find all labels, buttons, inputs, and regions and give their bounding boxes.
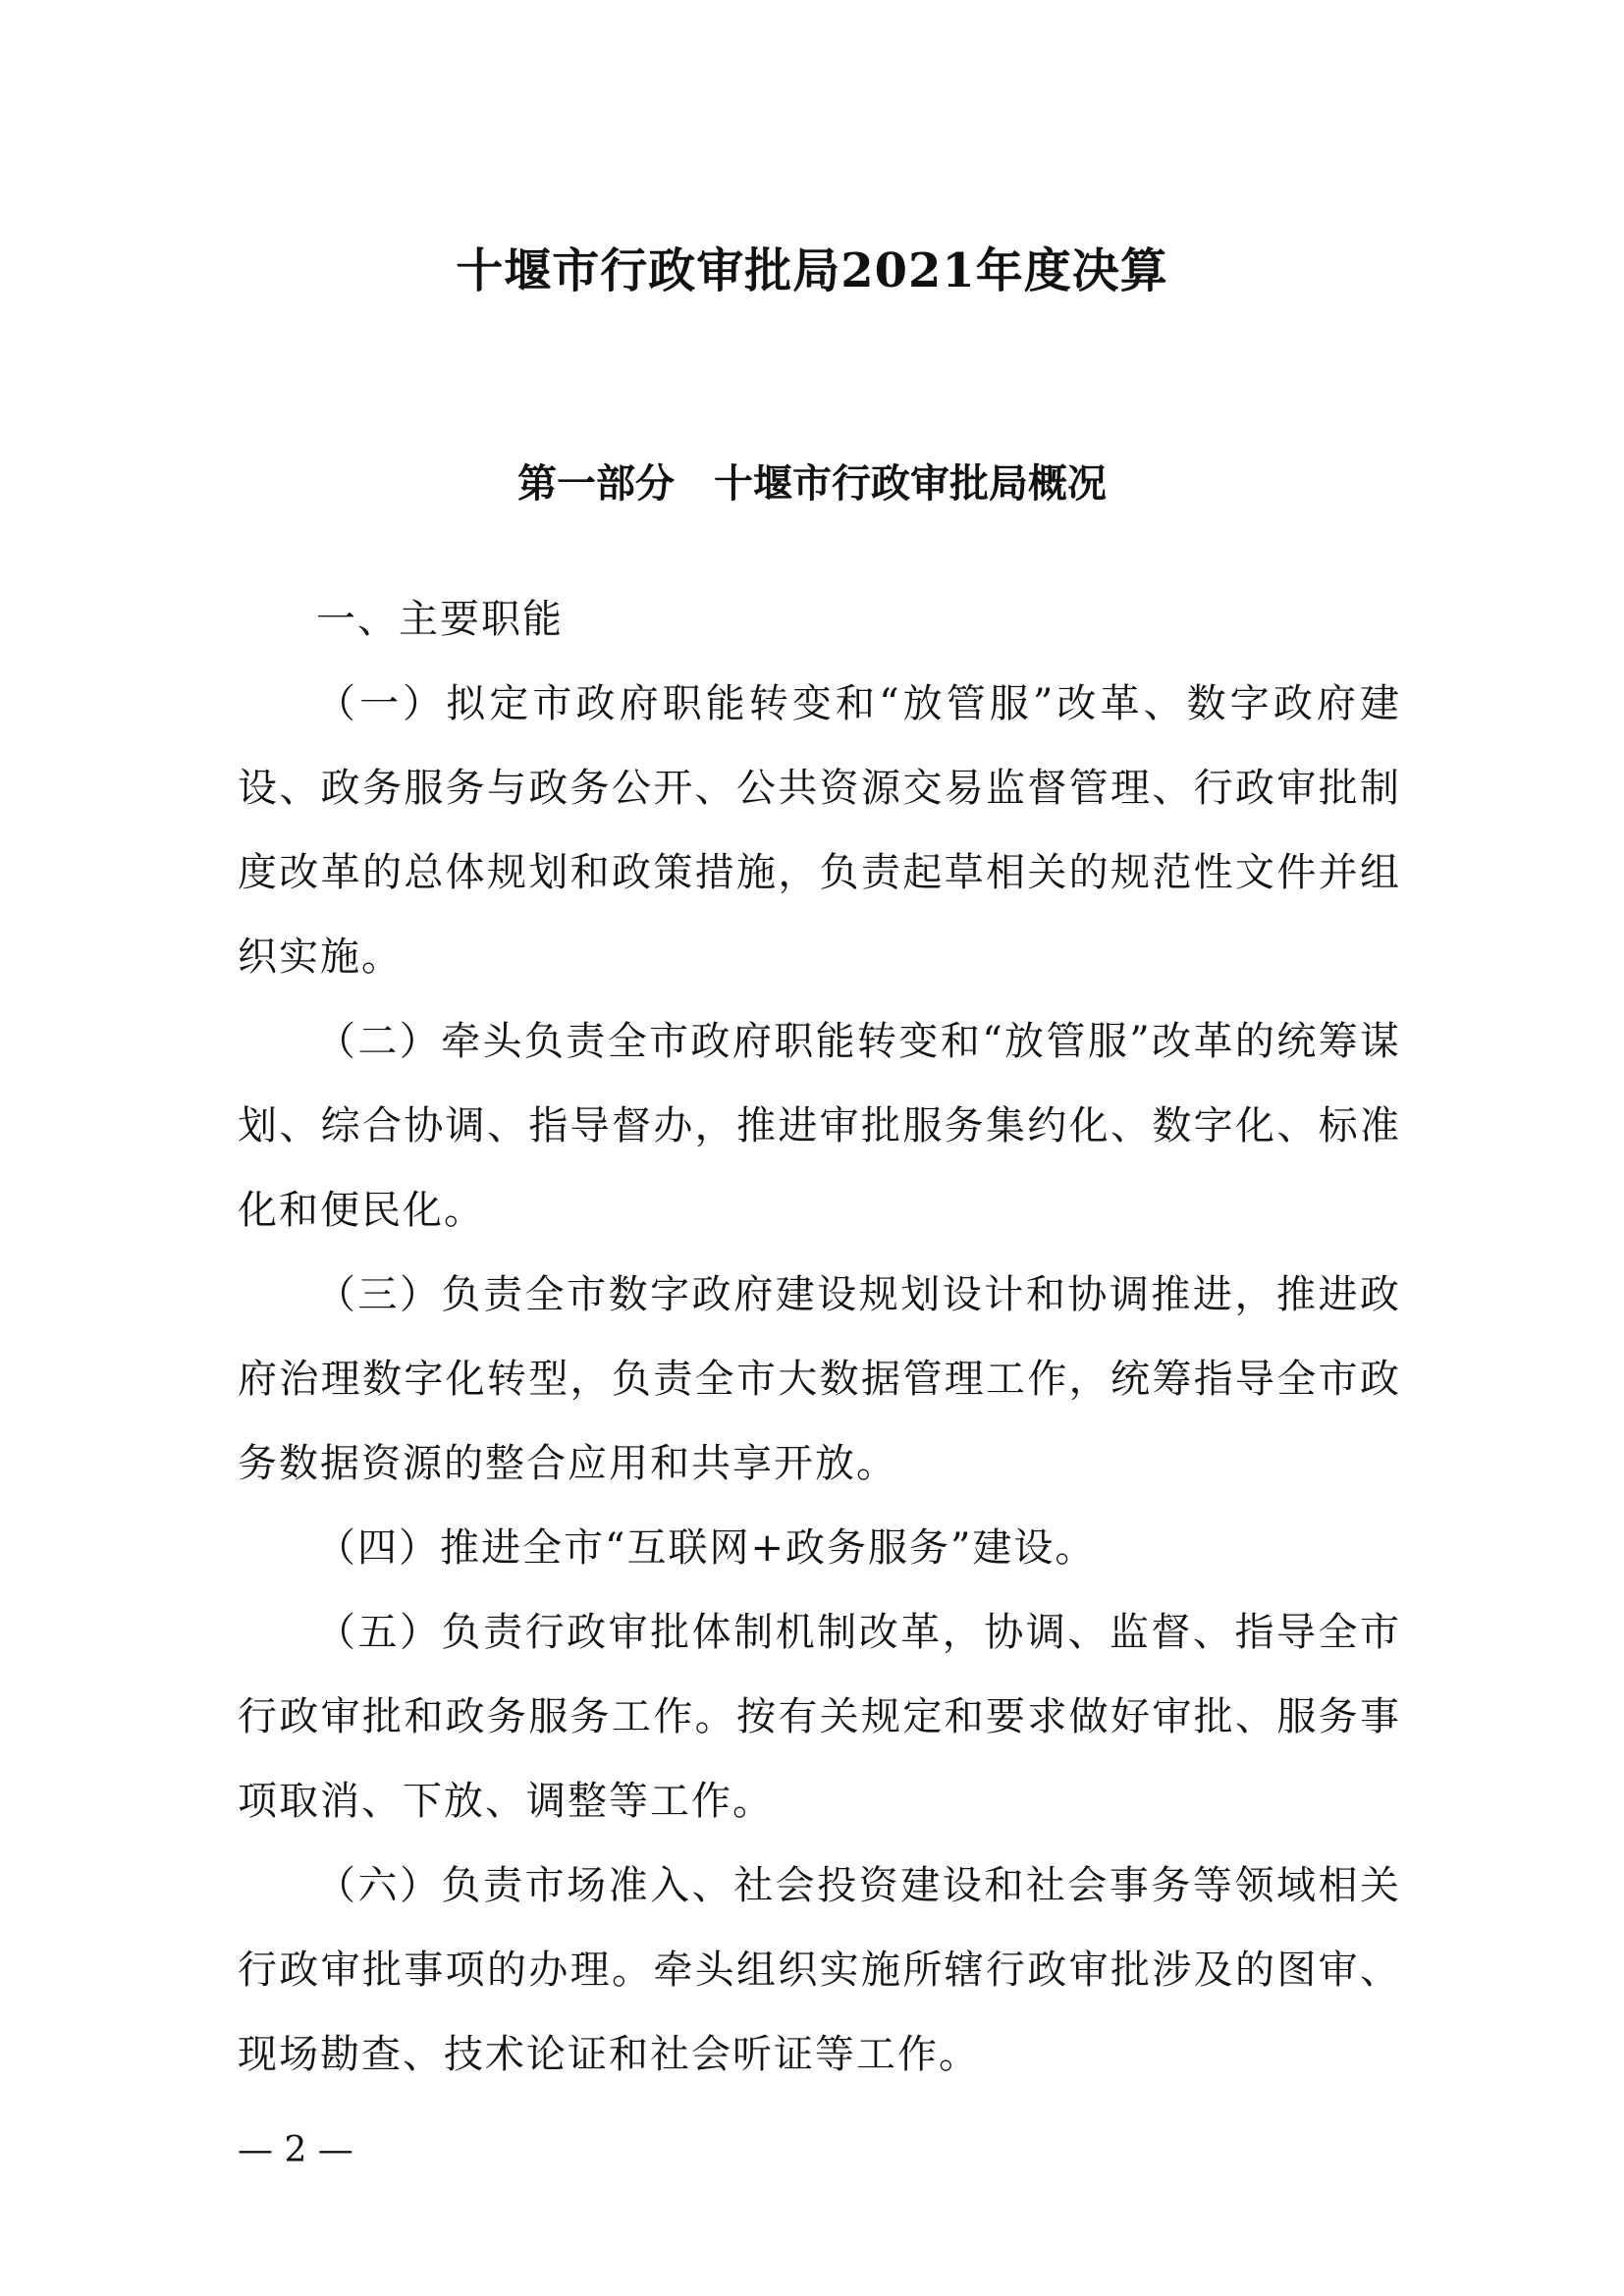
paragraph-2: （二）牵头负责全市政府职能转变和“放管服”改革的统筹谋划、综合协调、指导督办，推进审批服务集约化、数字化、标准化和便民化。 <box>238 1019 1401 1233</box>
paragraph-3: （三）负责全市数字政府建设规划设计和协调推进，推进政府治理数字化转型，负责全市大数据管理工作，统筹指导全市政务数据资源的整合应用和共享开放。 <box>238 1272 1401 1486</box>
document-title: 十堰市行政审批局2021年度决算 <box>456 243 1168 298</box>
paragraph-4: （四）推进全市“互联网+政务服务”建设。 <box>316 1525 1097 1571</box>
paragraph-1: （一）拟定市政府职能转变和“放管服”改革、数字政府建设、政务服务与政务公开、公共资源交易监督管理、行政审批制度改革的总体规划和政策措施，负责起草相关的规范性文件并组织实施。 <box>238 681 1401 980</box>
section-heading: 第一部分 十堰市行政审批局概况 <box>517 460 1107 507</box>
paragraph-5: （五）负责行政审批体制机制改革，协调、监督、指导全市行政审批和政务服务工作。按有关规定和要求做好审批、服务事项取消、下放、调整等工作。 <box>238 1610 1401 1824</box>
page-number: — 2 — <box>238 2130 353 2170</box>
document-body <box>238 577 1401 2097</box>
paragraph-6: （六）负责市场准入、社会投资建设和社会事务等领域相关行政审批事项的办理。牵头组织实施所辖行政审批涉及的图审、现场勘查、技术论证和社会听证等工作。 <box>238 1863 1401 2077</box>
subheading-main-functions: 一、主要职能 <box>316 597 564 642</box>
